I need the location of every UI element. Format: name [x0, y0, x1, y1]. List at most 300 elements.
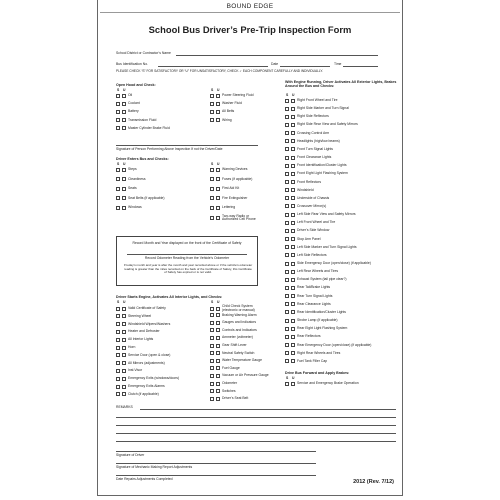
exterior-item-21-label: Left Rear Wheels and Tires [297, 269, 339, 274]
exterior-item-25 [285, 302, 331, 307]
exterior-item-11-u-checkbox[interactable] [291, 188, 295, 192]
hood-item-3-u-checkbox[interactable] [122, 118, 126, 122]
enters-right-item-1-u-checkbox[interactable] [216, 177, 220, 181]
certificate-month-label: Record Month and Year displayed on the front of the Certificate of Safety [132, 241, 242, 245]
mechanic-signature-line[interactable] [116, 463, 316, 464]
starts-item-11-s-checkbox[interactable] [116, 392, 120, 396]
starts-item-6-u-checkbox[interactable] [122, 353, 126, 357]
repairs-date-label: Date Repairs Adjustments Completed [116, 477, 173, 481]
enters-right-item-2-u-checkbox[interactable] [216, 187, 220, 191]
exterior-item-6-s-checkbox[interactable] [285, 147, 289, 151]
exterior-item-9-label: Front Eight Light Flashing System [297, 171, 348, 176]
exterior-item-10 [285, 180, 321, 185]
hood-right-item-3-s-checkbox[interactable] [210, 118, 214, 122]
exterior-item-8-u-checkbox[interactable] [291, 164, 295, 168]
hood-right-item-2-s-checkbox[interactable] [210, 110, 214, 114]
starts-item-4-u-checkbox[interactable] [122, 338, 126, 342]
exterior-item-21-u-checkbox[interactable] [291, 270, 295, 274]
exterior-item-14-s-checkbox[interactable] [285, 213, 289, 217]
starts-item-7-s-checkbox[interactable] [116, 361, 120, 365]
enters-item-4 [116, 205, 142, 210]
exterior-item-4-u-checkbox[interactable] [291, 131, 295, 135]
starts-right-item-5-s-checkbox[interactable] [210, 344, 214, 348]
hood-item-0 [116, 93, 132, 98]
hood-item-3-s-checkbox[interactable] [116, 118, 120, 122]
starts-item-10-label: Emergency Exits Alarms [128, 384, 165, 388]
exterior-item-31-s-checkbox[interactable] [285, 351, 289, 355]
exterior-item-7 [285, 155, 331, 160]
hood-right-item-3-u-checkbox[interactable] [216, 118, 220, 122]
starts-right-item-4-s-checkbox[interactable] [210, 336, 214, 340]
exterior-item-7-label: Front Clearance Lights [297, 155, 332, 160]
exterior-item-7-s-checkbox[interactable] [285, 156, 289, 160]
exterior-item-1-label: Right Side Marker and Turn Signal [297, 106, 349, 111]
exterior-item-20-u-checkbox[interactable] [291, 262, 295, 266]
enters-right-item-0-label: Warning Devices [222, 167, 248, 171]
drive-bus-item-0-s-checkbox[interactable] [285, 382, 289, 386]
exterior-item-15-label: Left Front Wheel and Tire [297, 220, 336, 225]
exterior-item-17-u-checkbox[interactable] [291, 237, 295, 241]
starts-right-item-8-s-checkbox[interactable] [210, 366, 214, 370]
starts-left-s-label: S [117, 300, 120, 304]
hood-item-2-label: Battery [128, 109, 139, 114]
exterior-item-26-u-checkbox[interactable] [291, 310, 295, 314]
starts-right-item-7-u-checkbox[interactable] [216, 359, 220, 363]
starts-right-item-0-label: Child Check System (electronic or manual) [222, 304, 255, 312]
exterior-item-28-s-checkbox[interactable] [285, 327, 289, 331]
hood-item-2-s-checkbox[interactable] [116, 110, 120, 114]
enters-item-4-u-checkbox[interactable] [122, 206, 126, 210]
hood-right-item-1-u-checkbox[interactable] [216, 102, 220, 106]
enters-item-2-u-checkbox[interactable] [122, 187, 126, 191]
starts-right-item-5-label: Gear Shift Lever [222, 343, 247, 347]
exterior-item-2-u-checkbox[interactable] [291, 115, 295, 119]
exterior-item-29-u-checkbox[interactable] [291, 335, 295, 339]
exterior-item-5-label: Headlights (high/low beams) [297, 138, 340, 143]
exterior-item-22-s-checkbox[interactable] [285, 278, 289, 282]
exterior-item-6 [285, 147, 333, 152]
exterior-item-10-s-checkbox[interactable] [285, 180, 289, 184]
hood-right-item-3-label: Wiring [222, 117, 232, 122]
exterior-item-2-label: Right Side Reflectors [297, 114, 329, 119]
exterior-item-19-s-checkbox[interactable] [285, 253, 289, 257]
exterior-item-30-s-checkbox[interactable] [285, 343, 289, 347]
exterior-item-3-label: Right Side Rear View and Safety Mirrors [297, 122, 358, 127]
starts-right-item-10-label: Odometer [222, 381, 238, 385]
starts-item-1-s-checkbox[interactable] [116, 314, 120, 318]
enters-left-u-label: U [123, 162, 126, 166]
drive-bus-heading: Drive Bus Forward and Apply Brakes: [285, 371, 350, 375]
starts-right-item-12 [210, 396, 248, 401]
starts-right-item-12-label: Driver’s Seat Belt [222, 396, 249, 401]
exterior-item-1-s-checkbox[interactable] [285, 107, 289, 111]
exterior-item-24-s-checkbox[interactable] [285, 294, 289, 298]
exterior-item-21-s-checkbox[interactable] [285, 270, 289, 274]
exterior-item-15-s-checkbox[interactable] [285, 221, 289, 225]
exterior-item-3-s-checkbox[interactable] [285, 123, 289, 127]
exterior-item-1-u-checkbox[interactable] [291, 107, 295, 111]
starts-item-7-label: All Mirrors (adjustments) [128, 360, 165, 365]
instructions: PLEASE CHECK “S” FOR SATISFACTORY OR “U” FOR UNSATISFACTORY, CHECK ✓ EACH COMPONENT CAREFULLY AND INDIVIDUALLY. [116, 69, 323, 73]
starts-right-item-3-u-checkbox[interactable] [216, 328, 220, 332]
starts-right-item-0-u-checkbox[interactable] [216, 307, 220, 311]
hood-right-item-1-s-checkbox[interactable] [210, 102, 214, 106]
certificate-month-field[interactable] [127, 254, 247, 255]
enters-right-item-0-u-checkbox[interactable] [216, 168, 220, 172]
starts-right-item-7-s-checkbox[interactable] [210, 359, 214, 363]
exterior-item-5-u-checkbox[interactable] [291, 139, 295, 143]
hood-item-2 [116, 109, 139, 114]
exterior-item-29-s-checkbox[interactable] [285, 335, 289, 339]
starts-item-3-label: Heater and Defroster [128, 329, 160, 334]
exterior-item-12 [285, 196, 329, 201]
hood-item-4-label: Master Cylinder Brake Fluid [128, 125, 170, 130]
starts-right-item-2-u-checkbox[interactable] [216, 321, 220, 325]
exterior-item-27 [285, 318, 338, 323]
enters-right-item-0-s-checkbox[interactable] [210, 168, 214, 172]
exterior-item-20 [285, 261, 371, 266]
enters-right-item-4-label: Lettering [222, 205, 236, 209]
hood-right-item-2-u-checkbox[interactable] [216, 110, 220, 114]
exterior-item-23-label: Rear Tail/Brake Lights [297, 285, 331, 290]
district-field[interactable] [176, 55, 378, 56]
exterior-item-27-label: Strobe Lamp (if applicable) [297, 318, 338, 323]
starts-right-item-5 [210, 343, 247, 348]
exterior-item-4-label: Crossing Control Arm [297, 130, 330, 135]
exterior-item-8-label: Front Identification/Cluster Lights [297, 163, 347, 168]
starts-item-4-label: All Interior Lights [128, 337, 154, 342]
engine-running-s-label: S [286, 93, 289, 97]
exterior-item-28 [285, 326, 347, 331]
exterior-item-15 [285, 220, 335, 225]
exterior-item-27-s-checkbox[interactable] [285, 319, 289, 323]
exterior-item-19-label: Left Side Reflectors [297, 252, 327, 257]
exterior-item-18-label: Left Side Marker and Turn Signal Lights [297, 244, 357, 249]
exterior-item-22-u-checkbox[interactable] [291, 278, 295, 282]
exterior-item-26-s-checkbox[interactable] [285, 310, 289, 314]
starts-right-item-6-label: Neutral Safety Switch [222, 350, 255, 355]
enters-right-item-3-u-checkbox[interactable] [216, 196, 220, 200]
exterior-item-25-u-checkbox[interactable] [291, 302, 295, 306]
exterior-item-23-u-checkbox[interactable] [291, 286, 295, 290]
exterior-item-6-u-checkbox[interactable] [291, 147, 295, 151]
starts-item-4-s-checkbox[interactable] [116, 338, 120, 342]
exterior-item-29 [285, 334, 321, 339]
exterior-item-20-s-checkbox[interactable] [285, 262, 289, 266]
exterior-item-3-u-checkbox[interactable] [291, 123, 295, 127]
hood-item-1-label: Coolant [128, 101, 140, 106]
starts-item-1-u-checkbox[interactable] [122, 314, 126, 318]
exterior-item-32-u-checkbox[interactable] [291, 359, 295, 363]
exterior-item-27-u-checkbox[interactable] [291, 319, 295, 323]
starts-item-10 [116, 384, 165, 389]
exterior-item-14-label: Left Side Rear View and Safety Mirrors [297, 212, 356, 217]
drive-bus-u-label: U [292, 376, 295, 380]
enters-item-4-s-checkbox[interactable] [116, 206, 120, 210]
bound-edge-line [100, 12, 400, 13]
exterior-item-22-label: Exhaust System (tail pipe clear?) [297, 277, 347, 282]
remarks-line-2[interactable] [116, 425, 396, 426]
starts-right-item-6-s-checkbox[interactable] [210, 351, 214, 355]
enters-item-2-s-checkbox[interactable] [116, 187, 120, 191]
district-label: School District or Contractor’s Name [116, 51, 171, 55]
enters-right-item-4 [210, 205, 235, 210]
starts-right-item-10-s-checkbox[interactable] [210, 382, 214, 386]
starts-right-item-11 [210, 389, 236, 394]
exterior-item-5-s-checkbox[interactable] [285, 139, 289, 143]
starts-right-item-10 [210, 381, 237, 386]
odometer-reading-label: Record Odometer Reading from the Vehicle’s Odometer [144, 256, 230, 260]
enters-right-item-1-s-checkbox[interactable] [210, 177, 214, 181]
exterior-item-13-s-checkbox[interactable] [285, 204, 289, 208]
exterior-item-0-label: Right Front Wheel and Tire [297, 98, 338, 102]
revision-label: 2012 (Rev. 7/12) [353, 479, 394, 485]
exterior-item-30-u-checkbox[interactable] [291, 343, 295, 347]
enters-right-item-4-u-checkbox[interactable] [216, 206, 220, 210]
exterior-item-16-label: Driver’s Side Window [297, 228, 330, 233]
starts-engine-heading: Driver Starts Engine, Activates All Interior Lights, and Checks: [116, 295, 223, 299]
exterior-item-14 [285, 212, 356, 217]
enters-right-item-3 [210, 196, 247, 201]
validity-note: If today’s month and year is after the month and year recorded above or if the vehicle’s odometer reading is greater than the miles recorded on the back of the Certificate of Safety, this Certificate of Safety has expired or is not valid. [123, 263, 253, 274]
exterior-item-18-u-checkbox[interactable] [291, 245, 295, 249]
starts-right-item-12-s-checkbox[interactable] [210, 397, 214, 401]
exterior-item-13 [285, 204, 326, 209]
starts-right-item-7 [210, 358, 262, 363]
starts-right-item-8-u-checkbox[interactable] [216, 366, 220, 370]
engine-running-u-label: U [292, 93, 295, 97]
starts-item-7 [116, 361, 165, 366]
exterior-item-4-s-checkbox[interactable] [285, 131, 289, 135]
enters-item-3 [116, 196, 165, 201]
exterior-item-31 [285, 351, 340, 356]
hood-signature-line[interactable] [116, 145, 258, 146]
hood-right-item-0-u-checkbox[interactable] [216, 94, 220, 98]
starts-right-item-3-s-checkbox[interactable] [210, 328, 214, 332]
hood-item-0-s-checkbox[interactable] [116, 94, 120, 98]
exterior-item-32-label: Fuel Tank Filler Cap [297, 358, 328, 363]
exterior-item-10-label: Front Reflectors [297, 179, 322, 184]
hood-item-1-s-checkbox[interactable] [116, 102, 120, 106]
starts-item-2-label: Windshield Wipers/Washers [128, 321, 171, 326]
enters-item-1 [116, 177, 146, 182]
exterior-item-23-s-checkbox[interactable] [285, 286, 289, 290]
exterior-item-10-u-checkbox[interactable] [291, 180, 295, 184]
starts-item-6 [116, 353, 170, 358]
enters-item-1-u-checkbox[interactable] [122, 177, 126, 181]
hood-right-item-0-s-checkbox[interactable] [210, 94, 214, 98]
hood-item-4-s-checkbox[interactable] [116, 126, 120, 130]
starts-right-item-11-u-checkbox[interactable] [216, 389, 220, 393]
starts-item-0-s-checkbox[interactable] [116, 307, 120, 311]
enters-right-item-1-label: Fuses (if applicable) [222, 176, 253, 181]
exterior-item-9-s-checkbox[interactable] [285, 172, 289, 176]
exterior-item-16-s-checkbox[interactable] [285, 229, 289, 233]
enters-item-0-s-checkbox[interactable] [116, 168, 120, 172]
starts-right-item-9-s-checkbox[interactable] [210, 374, 214, 378]
exterior-item-18 [285, 245, 357, 250]
starts-right-item-4 [210, 335, 253, 340]
drive-bus-item-0-label: Service and Emergency Brake Operation [297, 381, 359, 385]
exterior-item-24-u-checkbox[interactable] [291, 294, 295, 298]
exterior-item-4 [285, 131, 329, 136]
open-hood-right-s-label: S [211, 88, 214, 92]
inspection-form-sheet [97, 0, 403, 496]
starts-right-item-11-s-checkbox[interactable] [210, 389, 214, 393]
exterior-item-11-s-checkbox[interactable] [285, 188, 289, 192]
exterior-item-31-u-checkbox[interactable] [291, 351, 295, 355]
exterior-item-11 [285, 188, 314, 193]
exterior-item-7-u-checkbox[interactable] [291, 156, 295, 160]
exterior-item-12-s-checkbox[interactable] [285, 196, 289, 200]
enters-right-item-5-s-checkbox[interactable] [210, 216, 214, 220]
starts-item-0-u-checkbox[interactable] [122, 307, 126, 311]
starts-right-item-2-label: Gauges and Indicators [222, 320, 257, 325]
open-hood-right-u-label: U [217, 88, 220, 92]
exterior-item-19-u-checkbox[interactable] [291, 253, 295, 257]
drive-bus-item-0-u-checkbox[interactable] [291, 382, 295, 386]
starts-right-item-0 [210, 305, 262, 310]
starts-right-item-4-u-checkbox[interactable] [216, 336, 220, 340]
enters-right-item-0 [210, 167, 248, 172]
starts-item-10-u-checkbox[interactable] [122, 385, 126, 389]
enters-right-item-1 [210, 177, 252, 182]
exterior-item-13-u-checkbox[interactable] [291, 204, 295, 208]
starts-right-item-12-u-checkbox[interactable] [216, 397, 220, 401]
enters-item-1-s-checkbox[interactable] [116, 177, 120, 181]
starts-right-item-10-u-checkbox[interactable] [216, 382, 220, 386]
exterior-item-0-u-checkbox[interactable] [291, 99, 295, 103]
starts-item-3 [116, 329, 160, 334]
starts-right-item-9-label: Vacuum or Air Pressure Gauge [222, 373, 269, 378]
engine-running-heading: With Engine Running, Driver Activates All Exterior Lights, Brakes Around the Bus and Checks: [285, 80, 397, 88]
starts-item-7-u-checkbox[interactable] [122, 361, 126, 365]
starts-item-1-label: Steering Wheel [128, 313, 152, 318]
starts-item-2-s-checkbox[interactable] [116, 322, 120, 326]
enters-item-3-u-checkbox[interactable] [122, 196, 126, 200]
enters-bus-heading: Driver Enters Bus and Checks: [116, 157, 169, 161]
starts-item-11 [116, 392, 159, 397]
exterior-item-32 [285, 359, 327, 364]
hood-right-item-0-label: Power Steering Fluid [222, 93, 254, 97]
date-field[interactable] [280, 66, 330, 67]
exterior-item-14-u-checkbox[interactable] [291, 213, 295, 217]
starts-item-6-s-checkbox[interactable] [116, 353, 120, 357]
enters-right-item-2-s-checkbox[interactable] [210, 187, 214, 191]
hood-right-item-3 [210, 118, 232, 123]
starts-right-item-9-u-checkbox[interactable] [216, 374, 220, 378]
date-label: Date [271, 62, 279, 66]
hood-item-0-u-checkbox[interactable] [122, 94, 126, 98]
enters-item-0-u-checkbox[interactable] [122, 168, 126, 172]
starts-item-10-s-checkbox[interactable] [116, 385, 120, 389]
starts-right-item-5-u-checkbox[interactable] [216, 344, 220, 348]
remarks-line-3[interactable] [116, 433, 396, 434]
exterior-item-28-u-checkbox[interactable] [291, 327, 295, 331]
starts-right-item-2-s-checkbox[interactable] [210, 321, 214, 325]
enters-right-item-2 [210, 186, 239, 191]
remarks-line-4[interactable] [116, 441, 396, 442]
starts-item-3-s-checkbox[interactable] [116, 330, 120, 334]
enters-item-4-label: Windows [128, 205, 142, 209]
time-field[interactable] [343, 66, 378, 67]
exterior-item-0-s-checkbox[interactable] [285, 99, 289, 103]
starts-item-11-u-checkbox[interactable] [122, 392, 126, 396]
exterior-item-17 [285, 237, 321, 242]
exterior-item-9-u-checkbox[interactable] [291, 172, 295, 176]
drive-bus-s-label: S [286, 376, 289, 380]
starts-item-0 [116, 306, 166, 311]
enters-right-item-3-s-checkbox[interactable] [210, 196, 214, 200]
starts-right-item-0-s-checkbox[interactable] [210, 307, 214, 311]
enters-right-s-label: S [211, 162, 214, 166]
hood-item-1-u-checkbox[interactable] [122, 102, 126, 106]
hood-right-item-2-label: All Belts [222, 109, 235, 114]
starts-item-3-u-checkbox[interactable] [122, 330, 126, 334]
exterior-item-32-s-checkbox[interactable] [285, 359, 289, 363]
exterior-item-2 [285, 114, 329, 119]
exterior-item-16-u-checkbox[interactable] [291, 229, 295, 233]
enters-item-3-s-checkbox[interactable] [116, 196, 120, 200]
starts-item-5-s-checkbox[interactable] [116, 346, 120, 350]
hood-item-4-u-checkbox[interactable] [122, 126, 126, 130]
driver-signature-label: Signature of Driver [116, 453, 145, 457]
bus-id-field[interactable] [158, 66, 268, 67]
hood-right-item-1-label: Washer Fluid [222, 101, 242, 106]
starts-item-2-u-checkbox[interactable] [122, 322, 126, 326]
enters-right-item-4-s-checkbox[interactable] [210, 206, 214, 210]
starts-item-5-u-checkbox[interactable] [122, 346, 126, 350]
repairs-date-line[interactable] [116, 475, 316, 476]
exterior-item-25-label: Rear Clearance Lights [297, 301, 331, 306]
enters-right-item-5-u-checkbox[interactable] [216, 216, 220, 220]
remarks-line-1[interactable] [116, 417, 396, 418]
exterior-item-15-u-checkbox[interactable] [291, 221, 295, 225]
hood-item-2-u-checkbox[interactable] [122, 110, 126, 114]
remarks-line-0[interactable] [140, 409, 396, 410]
bound-edge-label: BOUND EDGE [226, 3, 274, 10]
starts-item-5 [116, 345, 135, 350]
starts-right-item-1 [210, 313, 257, 318]
exterior-item-0 [285, 98, 338, 103]
exterior-item-25-s-checkbox[interactable] [285, 302, 289, 306]
starts-right-item-1-u-checkbox[interactable] [216, 313, 220, 317]
starts-item-8-u-checkbox[interactable] [122, 369, 126, 373]
starts-right-item-6-u-checkbox[interactable] [216, 351, 220, 355]
starts-right-item-1-s-checkbox[interactable] [210, 313, 214, 317]
exterior-item-2-s-checkbox[interactable] [285, 115, 289, 119]
starts-left-u-label: U [123, 300, 126, 304]
exterior-item-12-u-checkbox[interactable] [291, 196, 295, 200]
exterior-item-18-s-checkbox[interactable] [285, 245, 289, 249]
hood-item-3-label: Transmission Fluid [128, 117, 157, 122]
exterior-item-26 [285, 310, 346, 315]
driver-signature-line[interactable] [116, 451, 316, 452]
starts-item-4 [116, 337, 153, 342]
starts-item-9-s-checkbox[interactable] [116, 377, 120, 381]
enters-left-s-label: S [117, 162, 120, 166]
exterior-item-16 [285, 228, 329, 233]
open-hood-heading: Open Hood and Check: [116, 83, 156, 87]
starts-item-9-u-checkbox[interactable] [122, 377, 126, 381]
time-label: Time [334, 62, 342, 66]
exterior-item-24-label: Rear Turn Signal Lights [297, 293, 333, 298]
starts-item-8-s-checkbox[interactable] [116, 369, 120, 373]
exterior-item-17-s-checkbox[interactable] [285, 237, 289, 241]
starts-right-item-11-label: Switches [222, 388, 236, 393]
exterior-item-8-s-checkbox[interactable] [285, 164, 289, 168]
exterior-item-9 [285, 171, 348, 176]
